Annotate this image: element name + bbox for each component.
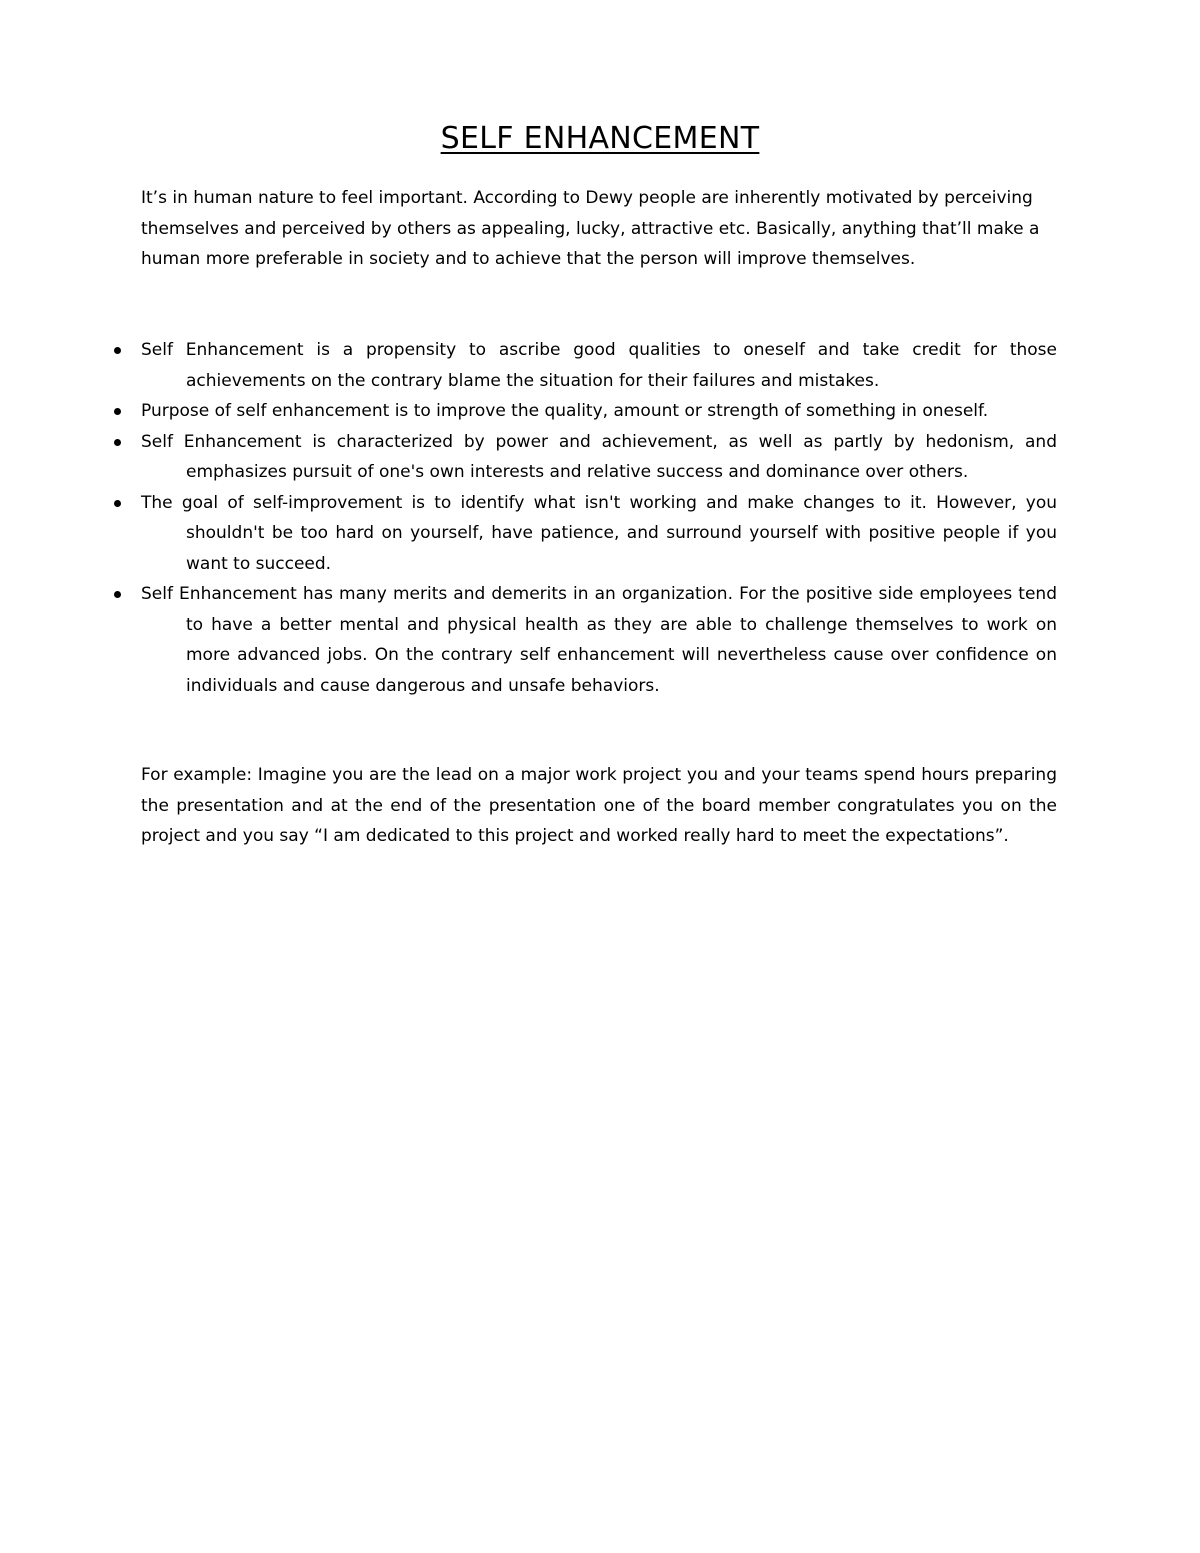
- bullet-dot-icon: [114, 591, 121, 598]
- list-item: [141, 396, 1057, 427]
- list-item-text: Self Enhancement is a propensity to ascribe good qualities to oneself and take credit for those achievements on the contrary blame the situation for their failures and mistakes.: [141, 340, 1057, 391]
- bullet-dot-icon: [114, 408, 121, 415]
- list-item-text: Purpose of self enhancement is to improve the quality, amount or strength of something in oneself.: [141, 401, 989, 421]
- bullet-dot-icon: [114, 347, 121, 354]
- document-title: SELF ENHANCEMENT: [440, 121, 760, 156]
- list-item: [141, 488, 1057, 580]
- list-item-text: Self Enhancement has many merits and demerits in an organization. For the positive side employees tend to have a better mental and physical health as they are able to challenge themselves to work on more advanced jobs. On the contrary self enhancement will nevertheless cause over confidence on individuals and cause dangerous and unsafe behaviors.: [141, 584, 1057, 696]
- list-item-text: The goal of self-improvement is to identify what isn't working and make changes to it. However, you shouldn't be too hard on yourself, have patience, and surround yourself with positive people if you want to succeed.: [141, 492, 1057, 574]
- intro-paragraph: It’s in human nature to feel important. According to Dewy people are inherently motivated by perceiving themselves and perceived by others as appealing, lucky, attractive etc. Basically, anything that’ll make a human more preferable in society and to achieve that the person will improve themselves.: [141, 188, 1040, 269]
- bullet-dot-icon: [114, 500, 121, 507]
- example-paragraph: For example: Imagine you are the lead on a major work project you and your teams spend hours preparing the presentation and at the end of the presentation one of the board member congratulates you on the project and you say “I am dedicated to this project and worked really hard to meet the expectations”.: [141, 765, 1057, 846]
- list-item: [141, 579, 1057, 701]
- list-item-text: Self Enhancement is characterized by power and achievement, as well as partly by hedonism, and emphasizes pursuit of one's own interests and relative success and dominance over others.: [141, 431, 1057, 482]
- list-item: [141, 427, 1057, 488]
- bullet-dot-icon: [114, 439, 121, 446]
- bullet-list: [0, 335, 1200, 701]
- list-item: [141, 335, 1057, 396]
